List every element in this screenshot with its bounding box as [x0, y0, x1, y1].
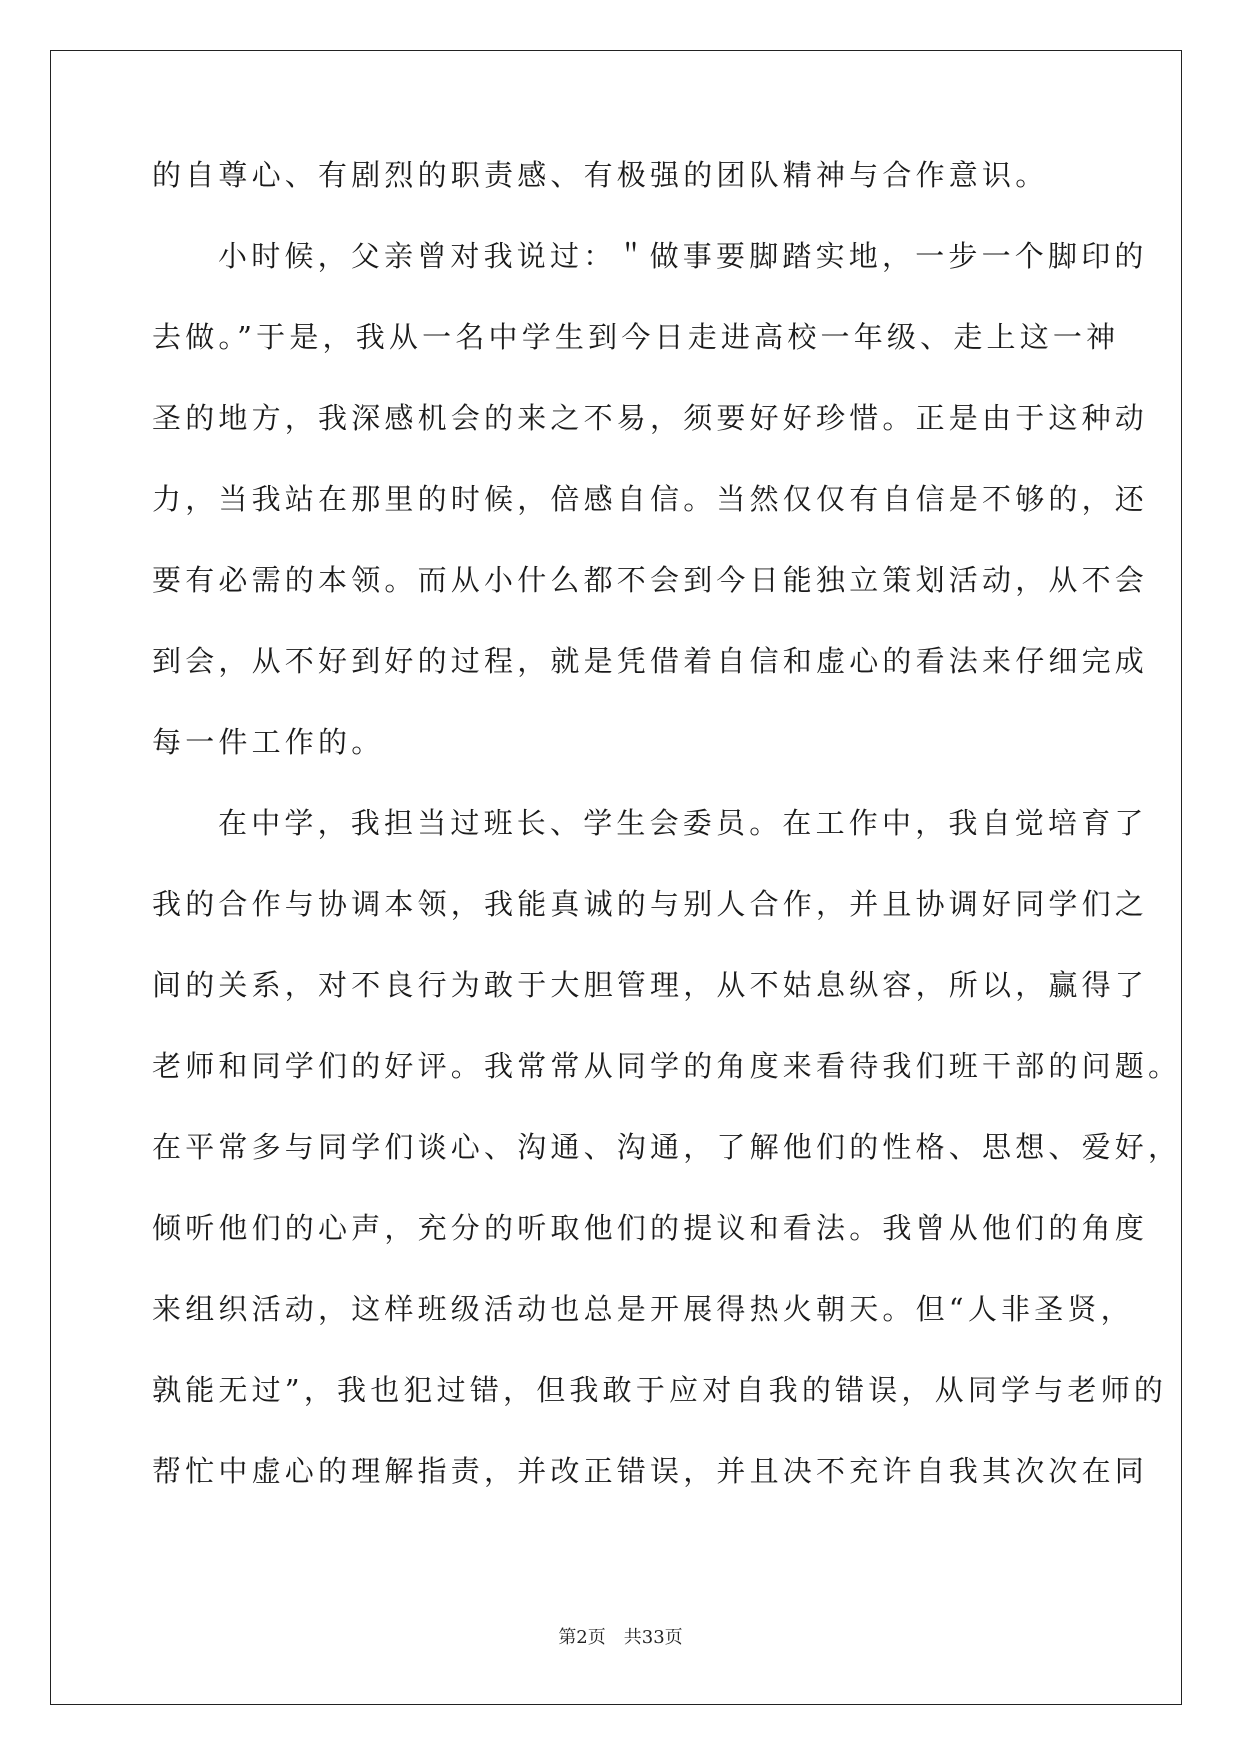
text-line: 孰能无过”，我也犯过错，但我敢于应对自我的错误，从同学与老师的 — [152, 1373, 1168, 1407]
text-line: 来组织活动，这样班级活动也总是开展得热火朝天。但“人非圣贤， — [152, 1292, 1134, 1326]
text-line: 老师和同学们的好评。我常常从同学的角度来看待我们班干部的问题。 — [152, 1049, 1182, 1083]
text-line: 去做。”于是，我从一名中学生到今日走进高校一年级、走上这一神 — [152, 320, 1120, 354]
text-line: 我的合作与协调本领，我能真诚的与别人合作，并且协调好同学们之 — [152, 887, 1149, 921]
text-line: 小时候，父亲曾对我说过：＂做事要脚踏实地，一步一个脚印的 — [218, 239, 1148, 273]
text-line: 圣的地方，我深感机会的来之不易，须要好好珍惜。正是由于这种动 — [152, 401, 1149, 435]
text-line: 每一件工作的。 — [152, 725, 385, 759]
text-line: 力，当我站在那里的时候，倍感自信。当然仅仅有自信是不够的，还 — [152, 482, 1149, 516]
text-line: 要有必需的本领。而从小什么都不会到今日能独立策划活动，从不会 — [152, 563, 1149, 597]
text-line: 的自尊心、有剧烈的职责感、有极强的团队精神与合作意识。 — [152, 158, 1049, 192]
total-pages: 共33页 — [623, 1627, 683, 1648]
page-footer — [0, 1623, 1241, 1649]
text-line: 到会，从不好到好的过程，就是凭借着自信和虚心的看法来仔细完成 — [152, 644, 1149, 678]
page-number: 第2页 — [558, 1627, 606, 1648]
text-line: 在平常多与同学们谈心、沟通、沟通，了解他们的性格、思想、爱好， — [152, 1130, 1182, 1164]
document-body — [152, 155, 1182, 1532]
text-line: 倾听他们的心声，充分的听取他们的提议和看法。我曾从他们的角度 — [152, 1211, 1149, 1245]
text-line: 间的关系，对不良行为敢于大胆管理，从不姑息纵容，所以，赢得了 — [152, 968, 1149, 1002]
text-line: 帮忙中虚心的理解指责，并改正错误，并且决不充许自我其次次在同 — [152, 1454, 1149, 1488]
text-line: 在中学，我担当过班长、学生会委员。在工作中，我自觉培育了 — [218, 806, 1148, 840]
